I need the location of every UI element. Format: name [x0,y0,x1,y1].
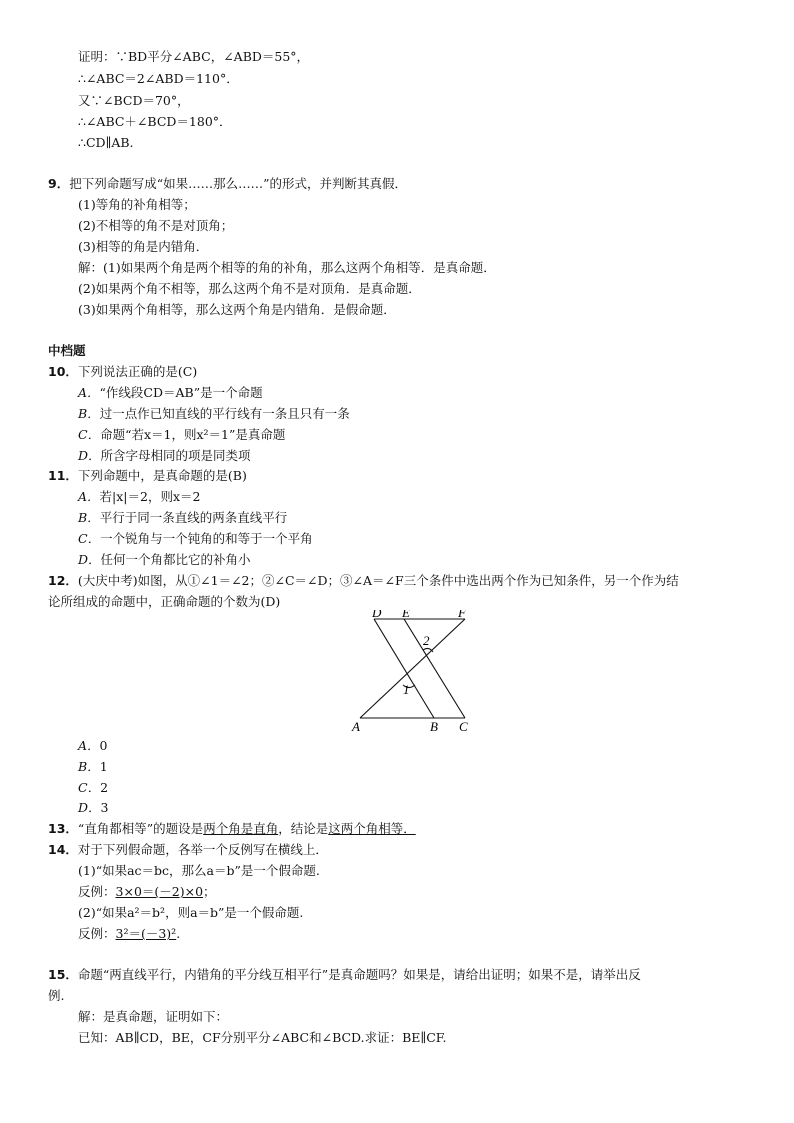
label-B: B [430,719,438,734]
option-label: B． [78,759,100,774]
option-label: C． [78,531,101,546]
q9-item: (3)相等的角是内错角． [78,239,209,254]
section-heading: 中档题 [48,343,86,358]
q15-number: 15． [48,967,78,982]
option-label: C． [78,427,101,442]
q14-text: 对于下列假命题，各举一个反例写在横线上． [77,842,328,857]
proof-line: ∴∠ABC＋∠BCD＝180°． [78,114,232,129]
q9-item: (2)不相等的角不是对顶角； [78,218,234,233]
q13-number: 13． [48,821,78,836]
q10-option [78,447,251,465]
q10-text: 下列说法正确的是(C) [77,364,198,379]
q12-option [78,758,108,776]
q14-counterexample [78,925,180,943]
counterexample-label: 反例： [78,926,116,941]
q9-answer: (3)如果两个角相等，那么这两个角是内错角．是假命题． [78,302,396,317]
option-label: A． [78,489,100,504]
counterexample-label: 反例： [78,884,116,899]
q12-option [78,799,108,817]
q12-option [78,779,108,797]
q13-text: “直角都相等”的题设是 [77,821,204,836]
option-text: 若|x|＝2，则x＝2 [99,489,201,504]
q14-number: 14． [48,842,78,857]
q15-answer: 已知：AB∥CD，BE，CF分别平分∠ABC和∠BCD.求证：BE∥CF. [78,1030,447,1045]
option-label: B． [78,406,100,421]
option-text: 命题“若x＝1，则x²＝1”是真命题 [100,427,286,442]
label-E: E [402,610,410,620]
q13-answer-premise: 两个角是直角 [203,821,279,836]
q13-text: ，结论是 [278,821,329,836]
q9-text: 把下列命题写成“如果……那么……”的形式，并判断其真假． [69,176,407,191]
q15-answer: 解：是真命题，证明如下： [78,1009,229,1024]
label-C: C [459,719,468,734]
option-text: “作线段CD＝AB”是一个命题 [99,385,263,400]
option-label: A． [78,738,100,753]
proof-line: 又∵∠BCD＝70°， [78,93,190,108]
option-text: 3 [100,800,109,815]
option-text: 所含字母相同的项是同类项 [100,448,251,463]
q15-stem [48,966,641,984]
q11-number: 11． [48,468,78,483]
q10-option [78,426,285,444]
option-label: D． [78,552,101,567]
option-label: D． [78,800,101,815]
q11-option [78,509,287,527]
q13-stem [48,820,416,838]
q12-text: (大庆中考)如图，从①∠1＝∠2；②∠C＝∠D；③∠A＝∠F三个条件中选出两个作为已知条件，另一个作为结 [77,573,679,588]
label-two: 2 [423,633,430,648]
q15-text: 命题“两直线平行，内错角的平分线互相平行”是真命题吗？如果是，请给出证明；如果不是，请举出反 [77,967,641,982]
q14-part: (2)“如果a²＝b²，则a＝b”是一个假命题. [78,905,304,920]
q9-item: (1)等角的补角相等； [78,197,196,212]
label-A: A [352,719,360,734]
option-text: 过一点作已知直线的平行线有一条且只有一条 [99,406,350,421]
q11-option [78,551,251,569]
option-text: 2 [100,780,109,795]
punct: . [176,926,181,941]
option-text: 任何一个角都比它的补角小 [100,552,251,567]
counterexample-answer: 3×0＝(－2)×0 [115,884,204,899]
q14-part: (1)“如果ac＝bc，那么a＝b”是一个假命题. [78,863,320,878]
q11-stem [48,467,247,485]
q10-option [78,405,350,423]
proof-line: 证明：∵BD平分∠ABC，∠ABD＝55°， [78,49,310,64]
q12-number: 12． [48,573,78,588]
option-text: 0 [99,738,108,753]
q9-answer: (2)如果两个角不相等，那么这两个角不是对顶角．是真命题． [78,281,421,296]
q9-answer: 解：(1)如果两个角是两个相等的角的补角，那么这两个角相等．是真命题． [78,260,496,275]
option-label: D． [78,448,101,463]
option-label: C． [78,780,101,795]
q13-answer-conclusion: 这两个角相等． [328,821,416,836]
label-D: D [372,610,382,620]
q11-text: 下列命题中，是真命题的是(B) [77,468,247,483]
q12-stem-cont: 论所组成的命题中，正确命题的个数为(D) [48,594,281,609]
punct: ； [203,884,216,899]
label-one: 1 [403,682,410,697]
q9-number: 9． [48,176,70,191]
counterexample-answer: 3²＝(－3)² [115,926,177,941]
line-AF [360,619,465,718]
q9-stem [48,175,407,193]
option-text: 平行于同一条直线的两条直线平行 [99,510,288,525]
q10-option [78,384,263,402]
option-label: B． [78,510,100,525]
option-text: 一个锐角与一个钝角的和等于一个平角 [100,531,313,546]
option-text: 1 [99,759,108,774]
q14-counterexample [78,883,216,901]
q10-number: 10． [48,364,78,379]
q15-stem-cont: 例. [48,988,65,1003]
proof-line: ∴∠ABC＝2∠ABD＝110°． [78,71,239,86]
q11-option [78,488,200,506]
option-label: A． [78,385,100,400]
label-F: F [458,610,466,620]
q12-figure [345,610,505,735]
q10-stem [48,363,197,381]
q12-stem [48,572,679,590]
proof-line: ∴CD∥AB. [78,135,134,150]
q12-option [78,737,107,755]
q11-option [78,530,313,548]
q14-stem [48,841,328,859]
